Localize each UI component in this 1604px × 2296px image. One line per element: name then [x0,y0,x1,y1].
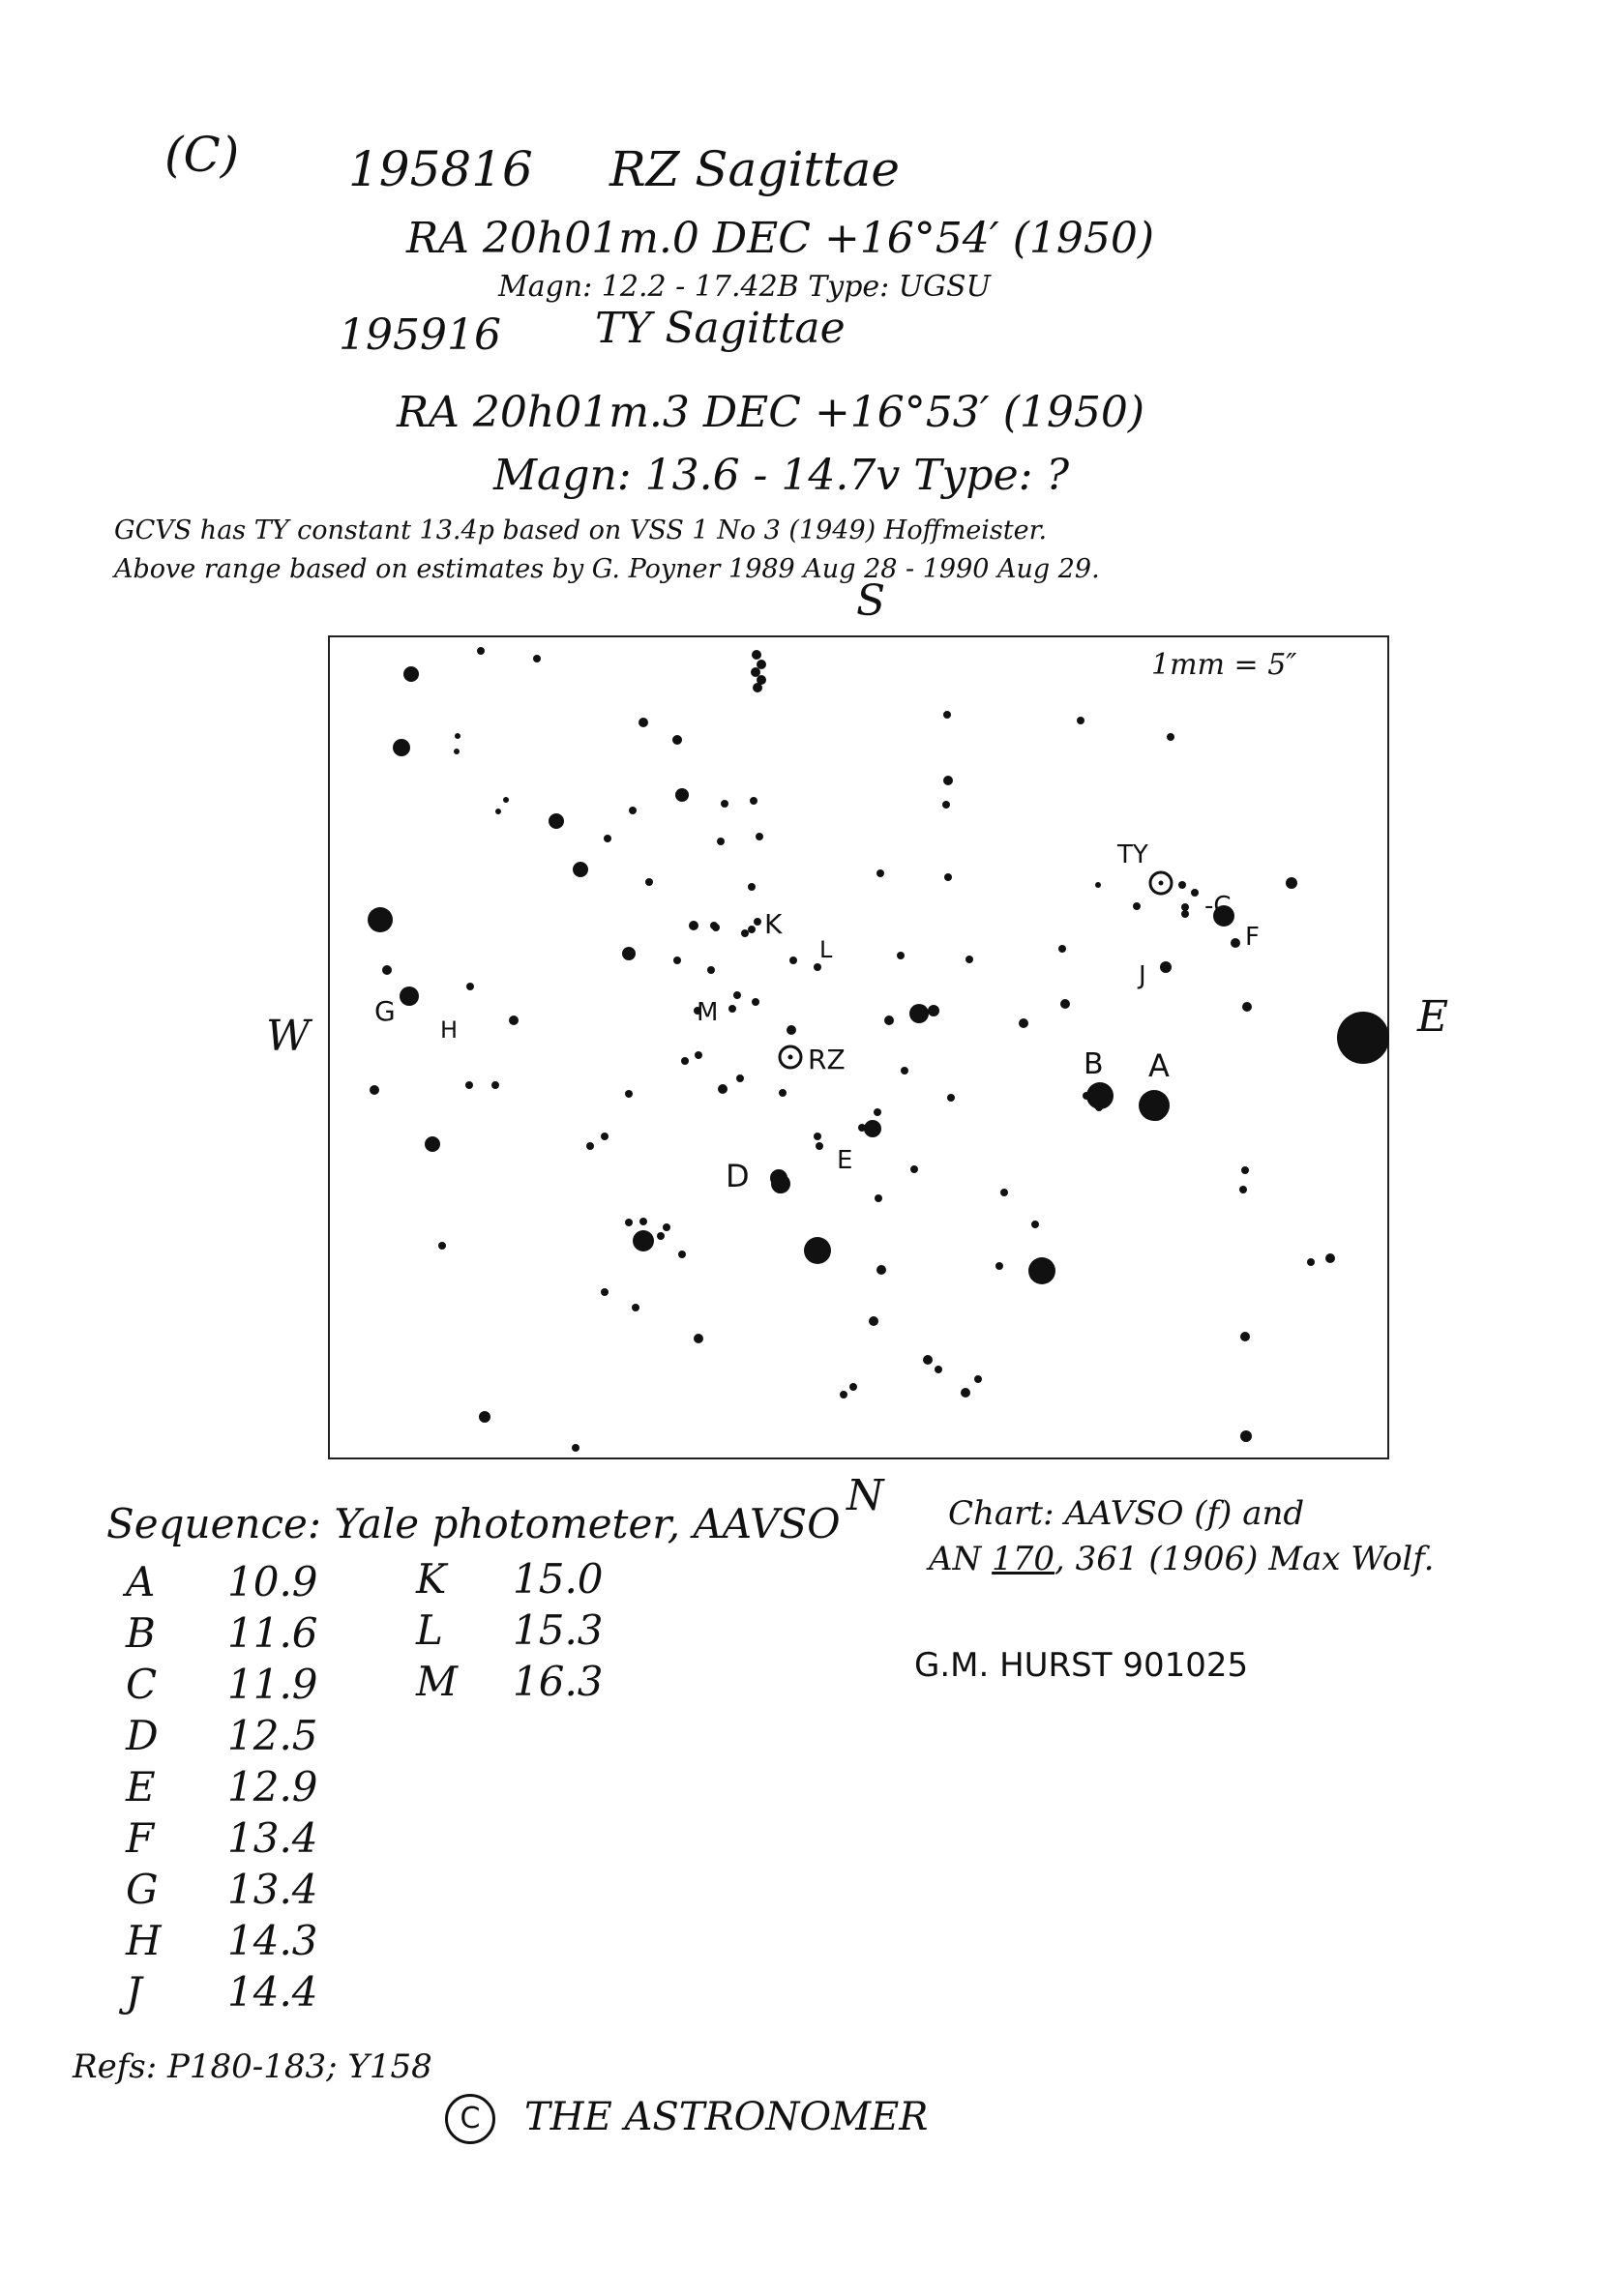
label-c: -C [1204,892,1232,921]
field-star [681,1057,689,1065]
field-star [479,1411,490,1423]
field-star [1031,1221,1039,1228]
label-f: F [1245,923,1260,952]
field-star [675,788,689,802]
field-star [400,986,419,1006]
field-star [909,1004,929,1023]
compass-east: E [1417,992,1449,1042]
field-star [935,1366,942,1373]
compass-west: W [266,1012,311,1061]
star1-magnitude: Magn: 12.2 - 17.42B Type: UGSU [498,270,991,304]
field-star [752,650,761,660]
sequence-star-letter: K [416,1555,447,1603]
field-star [1240,1332,1250,1341]
field-star [1240,1430,1252,1442]
star1-designation: 195816 [348,141,533,197]
variable-rz-marker [780,1046,801,1068]
field-star [657,1232,665,1240]
field-star [752,998,759,1006]
chart-letter: (C) [164,127,240,183]
chart-source-line2 [929,1540,1435,1578]
sequence-star-letter: M [416,1658,459,1705]
field-star [753,683,762,692]
field-star [869,1316,878,1326]
field-star [741,929,749,937]
field-star [717,838,725,845]
star1-name: RZ Sagittae [609,141,900,197]
sequence-star-letter: G [126,1866,159,1913]
sequence-star-magnitude: 13.4 [227,1866,318,1913]
star-field [314,633,1403,1460]
field-star [712,924,720,931]
field-star [1133,902,1141,910]
field-star [995,1262,1003,1270]
field-star [748,926,756,933]
field-star [928,1005,939,1016]
sequence-star-magnitude: 15.0 [513,1555,604,1603]
field-star [1286,877,1297,889]
field-star [370,1085,379,1095]
label-j: J [1139,961,1146,990]
field-star [403,666,419,682]
label-h: H [440,1016,459,1044]
field-star [477,647,485,655]
label-l: L [819,936,833,963]
field-star [754,918,761,926]
sequence-star-magnitude: 10.9 [227,1558,318,1605]
field-star [549,813,564,829]
field-star [787,1025,796,1035]
field-star [875,1194,882,1202]
field-star [816,1142,823,1150]
field-star [1077,717,1084,724]
copyright-symbol: C [445,2094,495,2144]
field-star [629,807,637,814]
label-ty: TY [1117,840,1148,869]
field-star [465,1081,473,1089]
field-star [884,1016,894,1025]
label-e: E [837,1146,853,1175]
sequence-star-magnitude: 15.3 [513,1606,604,1654]
star2-designation: 195916 [339,310,501,360]
field-star [943,711,951,719]
field-star [622,947,636,960]
field-star [733,991,741,999]
field-star [1191,889,1199,897]
field-star [491,1081,499,1089]
field-star [438,1242,446,1250]
field-star [1000,1189,1008,1196]
compass-north: N [847,1471,884,1520]
sequence-star-letter: E [126,1763,156,1810]
field-star [1160,961,1172,973]
field-star [1167,733,1174,741]
star2-name: TY Sagittae [595,304,846,353]
field-star [393,739,410,756]
field-star [840,1391,847,1398]
field-star [974,1375,982,1383]
label-b: B [1084,1047,1104,1081]
field-star [425,1136,440,1152]
field-star [573,862,588,877]
sequence-star-letter: A [126,1558,156,1605]
chart-border [329,636,1388,1458]
field-star [1325,1253,1335,1263]
field-star [601,1288,609,1296]
field-star [1181,903,1189,911]
sequence-star-letter: C [126,1661,158,1708]
field-star [495,809,501,814]
field-star [756,833,763,840]
field-star [789,957,797,964]
sequence-star-magnitude: 16.3 [513,1658,604,1705]
field-star [1095,882,1101,888]
references: Refs: P180-183; Y158 [73,2047,432,2086]
range-note: Above range based on estimates by G. Poyner 1989 Aug 28 - 1990 Aug 29. [114,554,1100,584]
chart-source-prefix: AN [929,1540,993,1578]
field-star [849,1383,857,1391]
copyright [445,2094,928,2144]
star1-coordinates: RA 20h01m.0 DEC +16°54′ (1950) [406,214,1155,263]
field-star [757,660,766,669]
field-star [1028,1257,1055,1284]
field-star [897,952,905,959]
label-a: A [1148,1047,1170,1084]
field-star [804,1237,831,1264]
field-star [750,797,757,805]
field-star [1146,1102,1166,1121]
field-star [455,733,460,739]
label-m: M [697,998,719,1027]
sequence-star-magnitude: 12.9 [227,1763,318,1810]
field-star [1337,1012,1389,1064]
field-star [1231,938,1240,948]
field-star [678,1251,686,1258]
sequence-star-letter: J [126,1968,142,2016]
field-star [1181,910,1189,918]
sequence-star-magnitude: 11.9 [227,1661,318,1708]
field-star [923,1355,933,1365]
field-star [1241,1166,1249,1174]
sequence-star-letter: L [416,1606,443,1654]
field-star [382,965,392,975]
field-star [779,1089,787,1097]
field-star [876,869,884,877]
author-date: G.M. HURST 901025 [914,1646,1249,1685]
sequence-star-magnitude: 14.4 [227,1968,318,2016]
chart-source-line1: Chart: AAVSO (f) and [948,1494,1305,1533]
field-star [1178,881,1186,889]
field-star [509,1016,519,1025]
sequence-star-letter: H [126,1917,162,1964]
field-star [645,878,653,886]
field-star [736,1074,744,1082]
field-star [901,1067,908,1074]
field-star [368,907,393,932]
label-g: G [374,995,396,1027]
sequence-star-letter: D [126,1712,159,1759]
star2-magnitude: Magn: 13.6 - 14.7v Type: ? [493,451,1070,500]
chart-source-suffix: , 361 (1906) Max Wolf. [1054,1540,1435,1578]
sequence-star-letter: F [126,1814,155,1862]
field-star [625,1219,633,1226]
field-star [694,1334,703,1343]
field-star [632,1304,639,1311]
field-star [874,1108,881,1116]
finder-chart [314,633,1403,1460]
field-star [695,1051,702,1059]
field-star [1058,945,1066,953]
field-star [947,1094,955,1102]
sequence-star-magnitude: 11.6 [227,1609,318,1657]
field-star [961,1388,970,1398]
sequence-star-magnitude: 13.4 [227,1814,318,1862]
field-star [633,1230,654,1251]
sequence-star-magnitude: 14.3 [227,1917,318,1964]
field-star [466,983,474,990]
sequence-star-letter: B [126,1609,156,1657]
field-star [1242,1002,1252,1012]
field-star [673,957,681,964]
field-star [864,1120,881,1137]
field-star [707,966,715,974]
field-star [639,1218,647,1225]
compass-south: S [856,576,886,626]
field-star [625,1090,633,1098]
label-d: D [726,1158,750,1194]
field-star [965,956,973,963]
field-star [910,1165,918,1173]
field-star [672,735,682,745]
field-star [454,749,460,754]
field-star [663,1223,670,1231]
field-star [1086,1082,1114,1109]
label-k: K [764,908,783,940]
field-star [751,667,760,677]
field-star [1019,1018,1028,1028]
field-star [721,800,728,808]
chart-source-volume: 170 [992,1540,1055,1578]
field-star [943,776,953,785]
scale-label: 1mm = 5″ [1151,648,1297,682]
field-star [503,797,509,803]
field-star [814,1133,821,1140]
field-star [814,963,821,971]
field-star [1239,1186,1247,1193]
field-star [728,1005,736,1013]
field-star [639,718,648,727]
star2-coordinates: RA 20h01m.3 DEC +16°53′ (1950) [397,388,1145,437]
field-star [689,921,698,930]
field-star [944,873,952,881]
field-star [748,883,756,891]
copyright-text: THE ASTRONOMER [524,2095,929,2139]
field-star [942,801,950,809]
gcvs-note: GCVS has TY constant 13.4p based on VSS 1 No 3 (1949) Hoffmeister. [114,515,1048,545]
field-star [718,1084,728,1094]
sequence-title: Sequence: Yale photometer, AAVSO [106,1500,841,1547]
field-star [876,1265,886,1275]
field-star [586,1142,594,1150]
field-star [533,655,541,662]
field-star [604,835,611,842]
field-star [1307,1258,1315,1266]
variable-ty-marker [1150,872,1172,894]
field-star [601,1133,609,1140]
field-star [774,1182,786,1193]
field-star [1060,999,1070,1009]
field-star [572,1444,579,1452]
sequence-star-magnitude: 12.5 [227,1712,318,1759]
label-rz: RZ [808,1044,846,1075]
